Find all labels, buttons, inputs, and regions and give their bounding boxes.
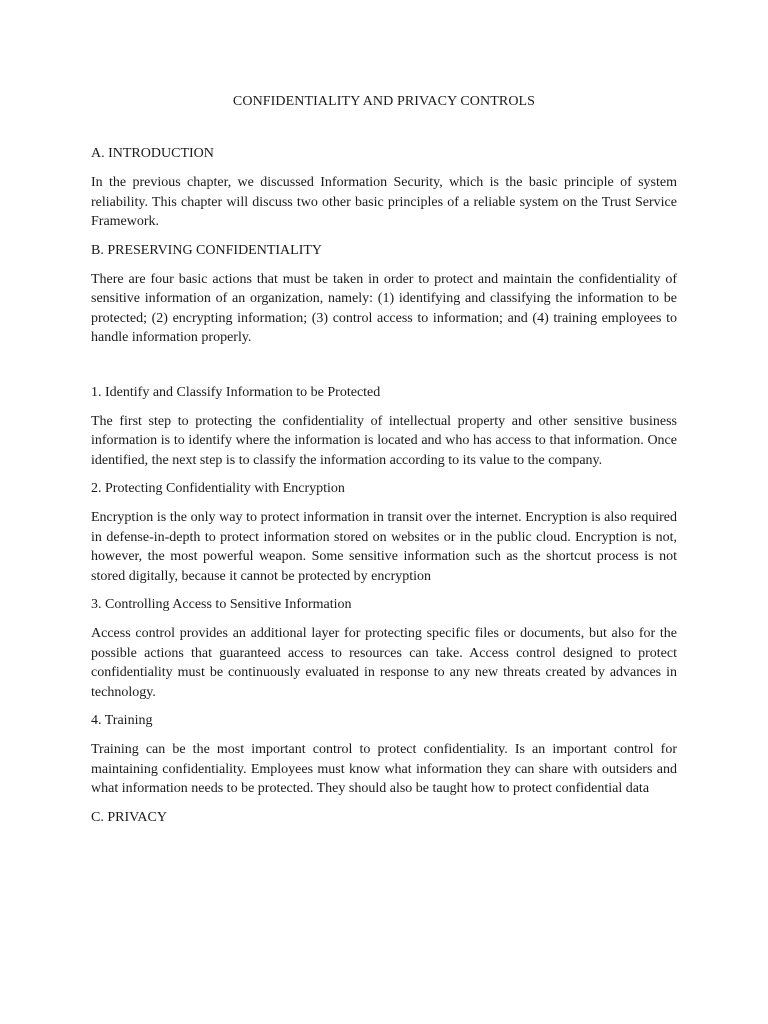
access-control-paragraph: Access control provides an additional layer for protecting specific files or documents, but also for the possible actions that guaranteed access to resources can take. Access control designed to protect confidentiality must be continuously evaluated in response to any new threats created by advances in technology.	[91, 626, 677, 700]
identify-classify-paragraph: The first step to protecting the confidentiality of intellectual property and other sensitive business information is to identify where the information is located and who has access to that information. Once identified, the next step is to classify the information according to its value to the company.	[91, 413, 677, 468]
training-paragraph: Training can be the most important control to protect confidentiality. Is an important control for maintaining confidentiality. Employees must know what information they can share with outsiders and what information needs to be protected. They should also be taught how to protect confidential data	[91, 742, 677, 796]
preserving-confidentiality-paragraph: There are four basic actions that must be taken in order to protect and maintain the confidentiality of sensitive information of an organization, namely: (1) identifying and classifying the information to be protected; (2) encrypting information; (3) control access to information; and (4) training employees to handle information properly.	[91, 271, 677, 345]
subheading-identify-classify: 1. Identify and Classify Information to be Protected	[91, 384, 381, 400]
section-heading-privacy: C. PRIVACY	[91, 809, 167, 825]
encryption-paragraph: Encryption is the only way to protect information in transit over the internet. Encryption is also required in defense-in-depth to protect information stored on websites or in the public cloud. Encryption is not, however, the most powerful weapon. Some sensitive information such as the shortcut process is not stored digitally, because it cannot be protected by encryption	[91, 510, 677, 584]
section-heading-introduction: A. INTRODUCTION	[91, 146, 214, 161]
document-title: CONFIDENTIALITY AND PRIVACY CONTROLS	[232, 94, 536, 109]
subheading-access-control: 3. Controlling Access to Sensitive Information	[91, 597, 352, 612]
document-page	[91, 92, 677, 837]
section-heading-preserving-confidentiality: B. PRESERVING CONFIDENTIALITY	[91, 242, 323, 258]
subheading-training: 4. Training	[91, 713, 153, 728]
introduction-paragraph: In the previous chapter, we discussed Information Security, which is the basic principle of system reliability. This chapter will discuss two other basic principles of a reliable system on the Trust Service Framework.	[91, 175, 677, 229]
subheading-encryption: 2. Protecting Confidentiality with Encryption	[91, 481, 345, 496]
